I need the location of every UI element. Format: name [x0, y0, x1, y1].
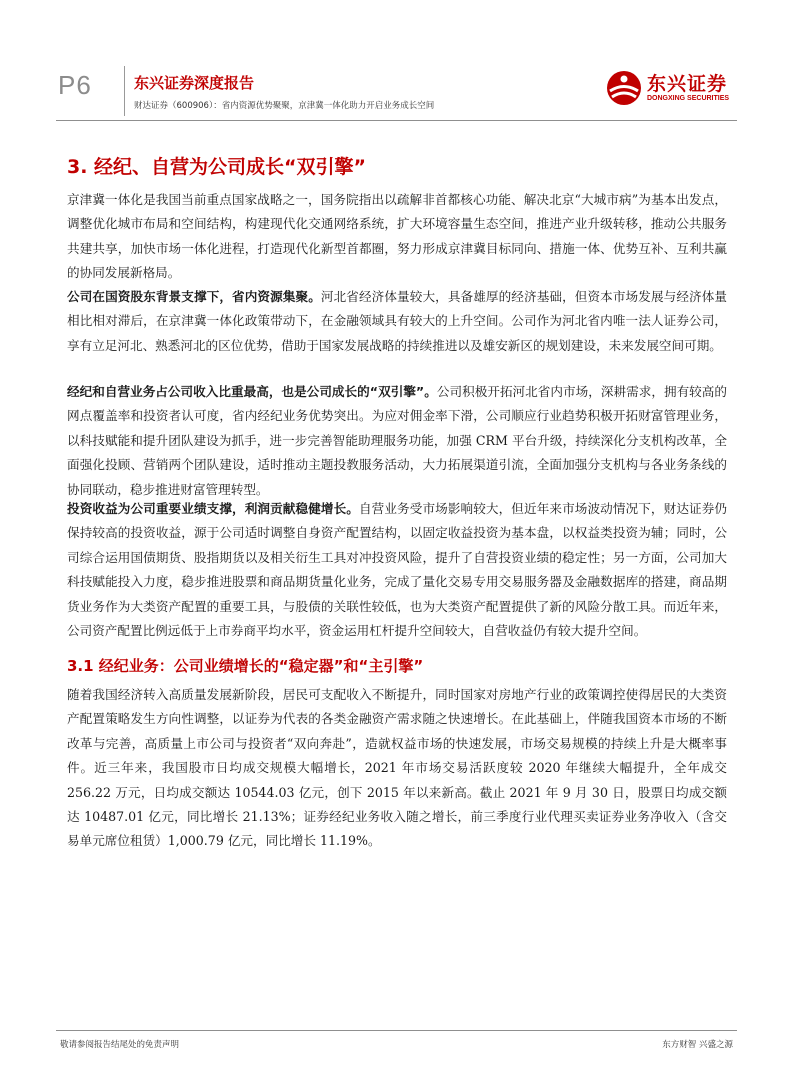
paragraph-text: 河北省经济体量较大，具备雄厚的经济基础，但资本市场发展与经济体量相比相对滞后，在京津冀一体化政策带动下，在金融领域具有较大的上升空间。公司作为河北省内唯一法人证券公司，享有立足河北、熟悉河北的区位优势，借助于国家发展战略的持续推进以及雄安新区的规划建设，未来发展空间可期。 — [67, 289, 728, 353]
logo-english-name: DONGXING SECURITIES — [647, 95, 730, 102]
footer-rule — [56, 1030, 737, 1031]
paragraph-text: 随着我国经济转入高质量发展新阶段，居民可支配收入不断提升，同时国家对房地产行业的政策调控使得居民的大类资产配置策略发生方向性调整，以证券为代表的各类金融资产需求随之快速增长。在此基础上，伴随我国资本市场的不断改革与完善，高质量上市公司与投资者“双向奔赴”，造就权益市场的快速发展，市场交易规模的持续上升是大概率事件。近三年来，我国股市日均成交规模大幅增长，2021 年市场交易活跃度较 2020 年继续大幅提升，全年成交 256.22 万元，日均成交额达 10544.03 亿元，创下 2015 年以来新高。截止 2021 年 9 月 30 日，股票日均成交额达 10487.01 亿元，同比增长 21.13%；证券经纪业务收入随之增长，前三季度行业代理买卖证券业务净收入（含交易单元席位租赁）1,000.79 亿元，同比增长 11.19%。 — [67, 687, 727, 849]
header-divider — [124, 66, 125, 116]
report-brand-title: 东兴证券深度报告 — [134, 74, 255, 92]
paragraph-intro — [67, 188, 727, 286]
paragraph-brokerage — [67, 683, 727, 854]
logo-chinese-name: 东兴证券 — [647, 73, 728, 95]
paragraph-investment — [67, 497, 727, 643]
page-number: P6 — [58, 70, 92, 100]
company-logo — [604, 68, 738, 108]
footer-slogan: 东方财智 兴盛之源 — [662, 1040, 733, 1050]
footer-disclaimer: 敬请参阅报告结尾处的免责声明 — [60, 1040, 180, 1050]
report-subtitle: 财达证券（600906）：省内资源优势聚聚，京津冀一体化助力开启业务成长空间 — [134, 101, 435, 111]
logo-emblem-icon — [604, 68, 644, 108]
paragraph-text: 公司积极开拓河北省内市场，深耕需求，拥有较高的网点覆盖率和投资者认可度，省内经纪业务优势突出。为应对佣金率下滑，公司顺应行业趋势积极开拓财富管理业务，以科技赋能和提升团队建设为抓手，进一步完善智能助理服务功能，加强 CRM 平台升级，持续深化分支机构改革，全面强化投顾、营销两个团队建设，适时推动主题投教服务活动，大力拓展渠道引流，全面加强分支机构与各业务条线的协同联动，稳步推进财富管理转型。 — [67, 384, 728, 497]
header-rule — [56, 120, 737, 121]
paragraph-lead: 公司在国资股东背景支撑下，省内资源集聚。 — [67, 289, 321, 304]
paragraph-dual-engine — [67, 380, 727, 502]
paragraph-text: 京津冀一体化是我国当前重点国家战略之一，国务院指出以疏解非首都核心功能、解决北京“大城市病”为基本出发点，调整优化城市布局和空间结构，构建现代化交通网络系统，扩大环境容量生态空间，推进产业升级转移，推动公共服务共建共享，加快市场一体化进程，打造现代化新型首都圈，努力形成京津冀目标同向、措施一体、优势互补、互利共赢的协同发展新格局。 — [67, 192, 727, 281]
paragraph-resources — [67, 285, 727, 358]
paragraph-lead: 经纪和自营业务占公司收入比重最高，也是公司成长的“双引擎”。 — [67, 384, 437, 399]
paragraph-text: 自营业务受市场影响较大，但近年来市场波动情况下，财达证券仍保持较高的投资收益，源于公司适时调整自身资产配置结构，以固定收益投资为基本盘，以权益类投资为辅；同时，公司综合运用国债期货、股指期货以及相关衍生工具对冲投资风险，提升了自营投资业绩的稳定性；另一方面，公司加大科技赋能投入力度，稳步推进股票和商品期货量化业务，完成了量化交易专用交易服务器及金融数据库的搭建，商品期货业务作为大类资产配置的重要工具，与股债的关联性较低，也为大类资产配置提供了新的风险分散工具。而近年来，公司资产配置比例远低于上市券商平均水平，资金运用杠杆提升空间较大，自营收益仍有较大提升空间。 — [67, 501, 728, 639]
subsection-heading: 3.1 经纪业务：公司业绩增长的“稳定器”和“主引擎” — [67, 657, 424, 675]
section-heading: 3. 经纪、自营为公司成长“双引擎” — [67, 156, 367, 178]
paragraph-lead: 投资收益为公司重要业绩支撑，利润贡献稳健增长。 — [67, 501, 359, 516]
